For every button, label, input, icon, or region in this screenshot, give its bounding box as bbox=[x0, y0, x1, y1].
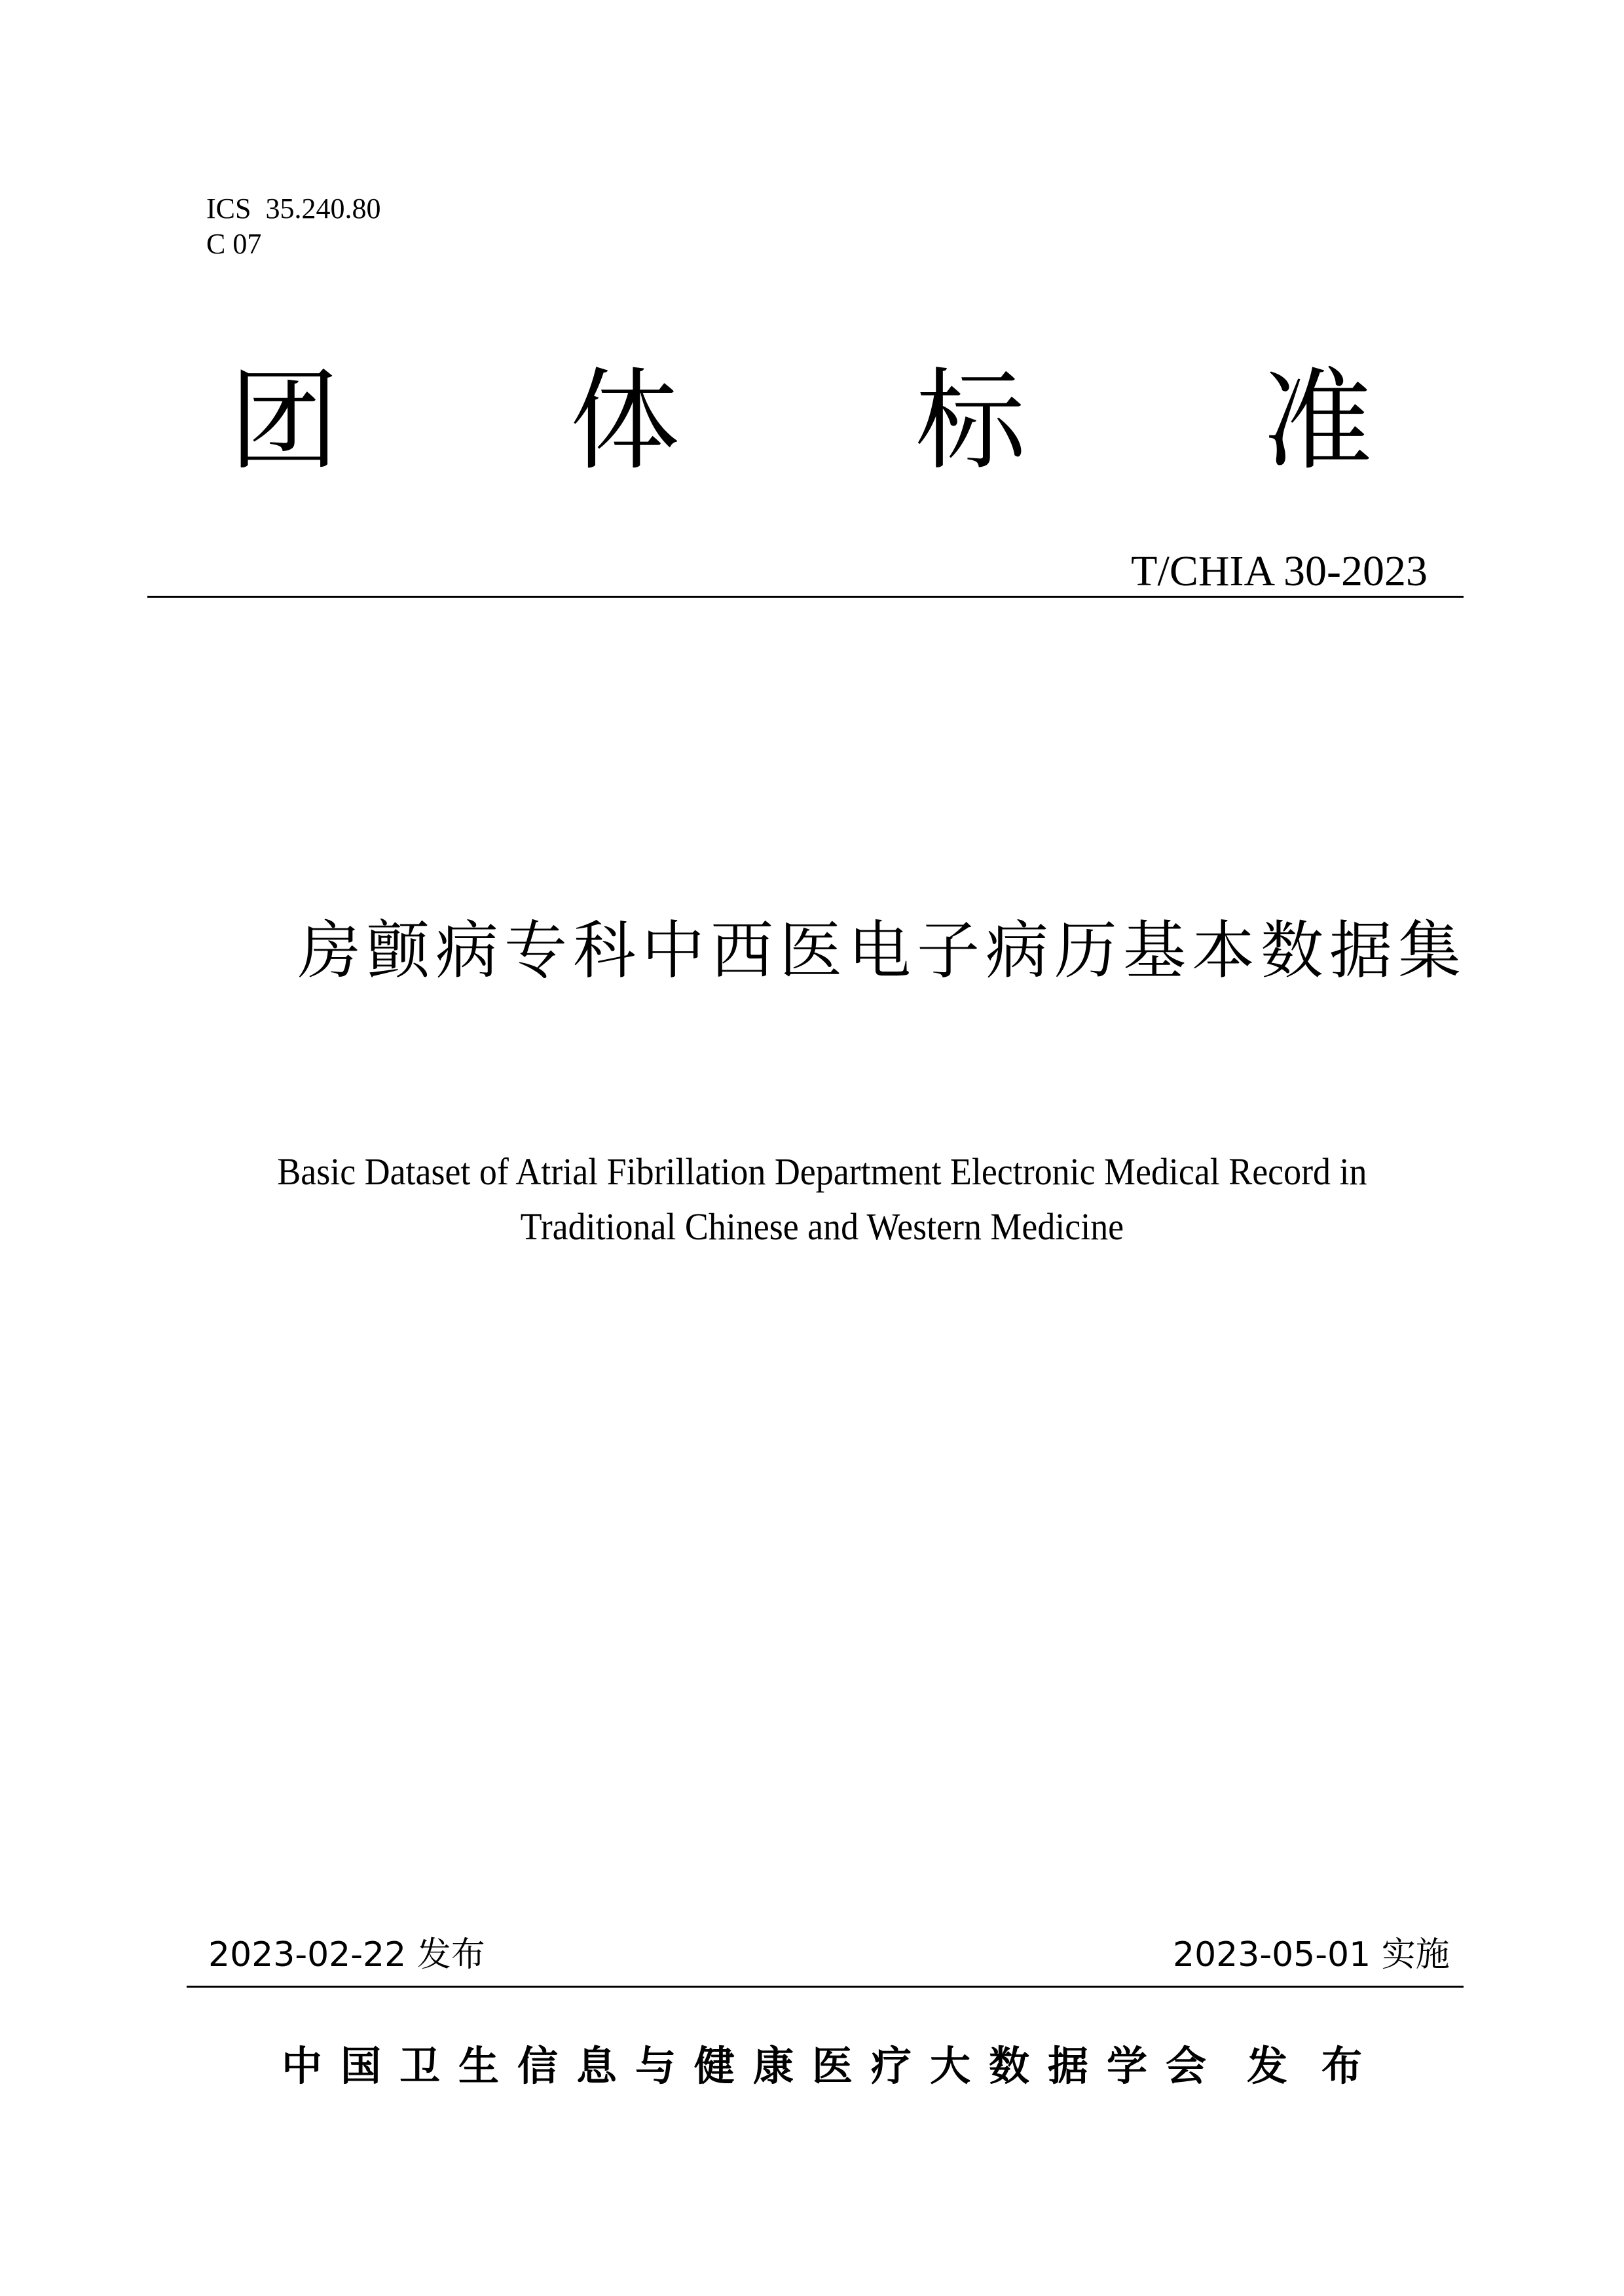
publisher-organization: 中国卫生信息与健康医疗大数据学会 bbox=[282, 2045, 1225, 2089]
publisher-issue-label: 发布 bbox=[1247, 2042, 1397, 2090]
ics-label: ICS bbox=[206, 192, 251, 225]
issue-date-block bbox=[208, 1935, 485, 1975]
top-divider bbox=[147, 596, 1464, 598]
chinese-title: 房颤病专科中西医电子病历基本数据集 bbox=[298, 914, 1467, 987]
implementation-date-label: 实施 bbox=[1381, 1935, 1450, 1975]
english-title-line-2: Traditional Chinese and Western Medicine bbox=[520, 1205, 1124, 1248]
english-title-line-1: Basic Dataset of Atrial Fibrillation Department Electronic Medical Record in bbox=[277, 1150, 1367, 1193]
standard-type-char-1: 团 bbox=[229, 357, 339, 485]
implementation-date: 2023-05-01 bbox=[1173, 1935, 1371, 1975]
english-title bbox=[213, 1144, 1431, 1254]
publisher-line bbox=[282, 2041, 1396, 2092]
classification-codes bbox=[206, 191, 380, 262]
issue-date-label: 发布 bbox=[416, 1935, 485, 1975]
ics-code-line bbox=[206, 191, 380, 227]
ccs-code: C 07 bbox=[206, 228, 262, 260]
bottom-divider bbox=[187, 1986, 1464, 1988]
implementation-date-block bbox=[1173, 1935, 1450, 1975]
standard-type-char-4: 准 bbox=[1263, 357, 1373, 485]
ics-code: 35.240.80 bbox=[265, 192, 381, 225]
standard-type-char-3: 标 bbox=[915, 357, 1025, 485]
issue-date: 2023-02-22 bbox=[208, 1935, 407, 1975]
standard-number: T/CHIA 30-2023 bbox=[1131, 547, 1428, 595]
standard-type-char-2: 体 bbox=[570, 357, 680, 485]
